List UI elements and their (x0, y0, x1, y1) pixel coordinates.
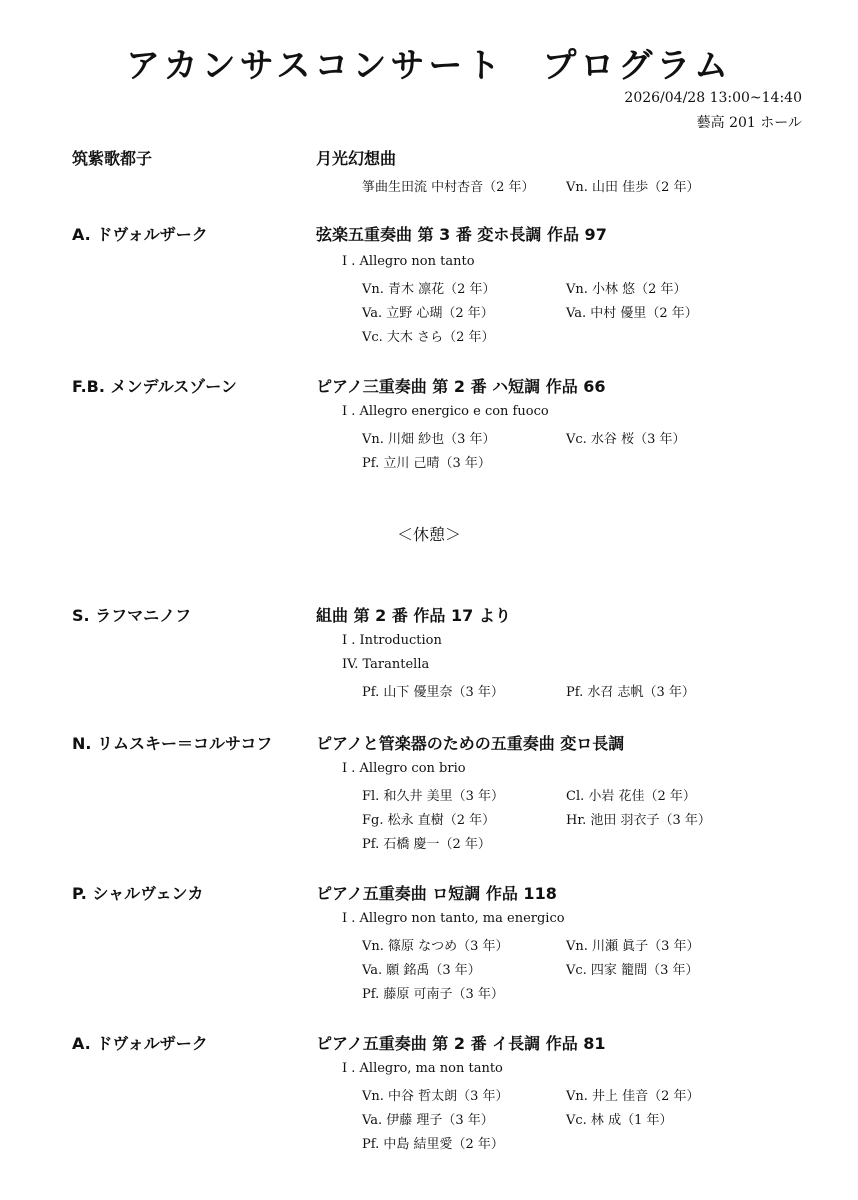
movement: I . Introduction (342, 633, 442, 648)
performer: Cl. 小岩 花佳（2 年） (566, 789, 696, 804)
performer: Pf. 石橋 慶一（2 年） (362, 837, 491, 852)
performer: Vc. 水谷 桜（3 年） (566, 432, 686, 447)
performer: Fg. 松永 直樹（2 年） (362, 813, 496, 828)
performer: Vn. 篠原 なつめ（3 年） (362, 939, 509, 954)
performer: Vn. 小林 悠（2 年） (566, 282, 687, 297)
performer: Va. 立野 心瑚（2 年） (362, 306, 494, 321)
work-title: ピアノと管楽器のための五重奏曲 変ロ長調 (316, 734, 625, 753)
composer-name: F.B. メンデルスゾーン (72, 377, 237, 396)
performer: Va. 伊藤 理子（3 年） (362, 1113, 494, 1128)
performer: Hr. 池田 羽衣子（3 年） (566, 813, 711, 828)
performer: Pf. 中島 結里愛（2 年） (362, 1137, 504, 1152)
performer: Vc. 大木 さら（2 年） (362, 330, 495, 345)
movement: I . Allegro non tanto, ma energico (342, 911, 565, 926)
movement: I . Allegro non tanto (342, 254, 475, 269)
movement: IV. Tarantella (342, 657, 430, 672)
performer: Vn. 川瀬 眞子（3 年） (566, 939, 700, 954)
performer: Vn. 中谷 哲太朗（3 年） (362, 1089, 509, 1104)
composer-name: A. ドヴォルザーク (72, 1034, 208, 1053)
performer: Vn. 山田 佳歩（2 年） (566, 180, 700, 195)
performer: Vn. 青木 凛花（2 年） (362, 282, 496, 297)
performer: Vn. 川畑 紗也（3 年） (362, 432, 496, 447)
work-title: ピアノ三重奏曲 第 2 番 ハ短調 作品 66 (316, 377, 606, 396)
movement: I . Allegro con brio (342, 761, 466, 776)
performer: Pf. 立川 己晴（3 年） (362, 456, 491, 471)
composer-name: P. シャルヴェンカ (72, 884, 204, 903)
performer: Vc. 林 成（1 年） (566, 1113, 673, 1128)
performer: Pf. 山下 優里奈（3 年） (362, 685, 504, 700)
movement: I . Allegro energico e con fuoco (342, 404, 549, 419)
concert-venue: 藝高 201 ホール (696, 115, 802, 131)
composer-name: S. ラフマニノフ (72, 606, 192, 625)
performer: Vn. 井上 佳音（2 年） (566, 1089, 700, 1104)
performer: Va. 願 銘禹（3 年） (362, 963, 481, 978)
work-title: ピアノ五重奏曲 ロ短調 作品 118 (316, 884, 557, 903)
intermission-label: ＜休憩＞ (396, 525, 461, 544)
performer: Pf. 水召 志帆（3 年） (566, 685, 695, 700)
work-title: 組曲 第 2 番 作品 17 より (316, 606, 511, 625)
performer: 箏曲生田流 中村杏音（2 年） (362, 180, 535, 195)
composer-name: N. リムスキー＝コルサコフ (72, 734, 273, 753)
composer-name: 筑紫歌都子 (72, 149, 153, 168)
page-title: アカンサスコンサート プログラム (126, 46, 732, 86)
work-title: 弦楽五重奏曲 第 3 番 変ホ長調 作品 97 (316, 225, 607, 244)
work-title: 月光幻想曲 (316, 149, 397, 168)
composer-name: A. ドヴォルザーク (72, 225, 208, 244)
performer: Vc. 四家 籠間（3 年） (566, 963, 699, 978)
concert-datetime: 2026/04/28 13:00~14:40 (624, 90, 802, 106)
performer: Pf. 藤原 可南子（3 年） (362, 987, 504, 1002)
work-title: ピアノ五重奏曲 第 2 番 イ長調 作品 81 (316, 1034, 606, 1053)
performer: Fl. 和久井 美里（3 年） (362, 789, 504, 804)
movement: I . Allegro, ma non tanto (342, 1061, 503, 1076)
performer: Va. 中村 優里（2 年） (566, 306, 698, 321)
